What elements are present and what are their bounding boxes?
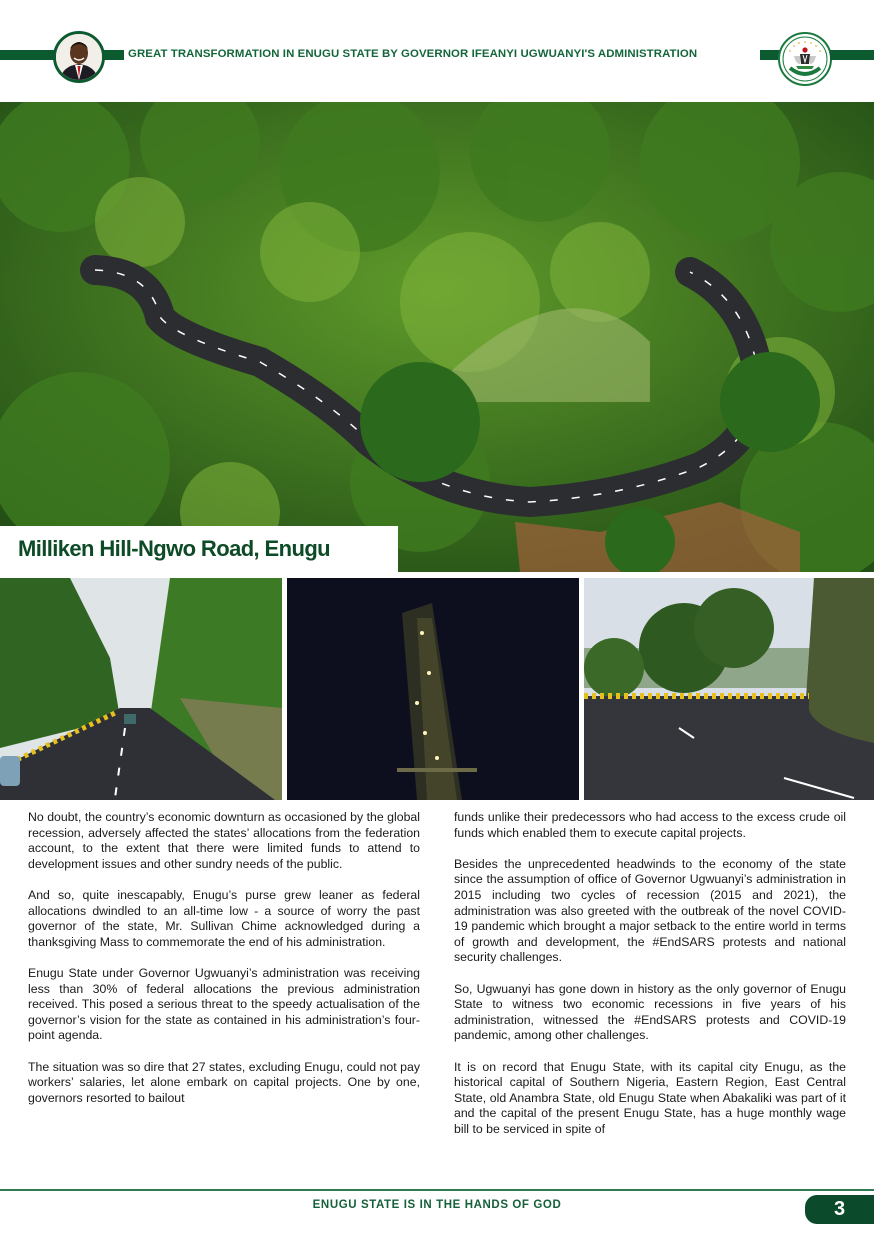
hero-image	[0, 102, 874, 572]
header-rule-right	[760, 50, 780, 60]
article-paragraph: Enugu State under Governor Ugwuanyi’s administration was receiving less than 30% of federal allocations the previous administration received. This posed a serious threat to the speedy actualisation of the governor’s vision for the state as contained in his administration’s four-point agenda.	[28, 965, 420, 1043]
article-paragraph: And so, quite inescapably, Enugu’s purse grew leaner as federal allocations dwindled to an all-time low - a source of worry the past governor of the state, Mr. Sullivan Chime acknowledged during a thanksgiving Mass to commemorate the end of his administration.	[28, 887, 420, 949]
photo-road-day	[0, 578, 282, 800]
article-right-column	[454, 810, 846, 1153]
header-rule-far-right	[830, 50, 874, 60]
footer-rule	[0, 1189, 874, 1191]
page-number: 3	[805, 1195, 874, 1224]
article-paragraph: funds unlike their predecessors who had access to the excess crude oil funds which enabled them to execute capital projects.	[454, 810, 846, 840]
article-paragraph: The situation was so dire that 27 states, excluding Enugu, could not pay workers’ salaries, let alone embark on capital projects. One by one, governors resorted to bailout	[28, 1059, 420, 1105]
article-left-column	[28, 810, 420, 1122]
article-paragraph: No doubt, the country’s economic downturn as occasioned by the global recession, adversely affected the states’ allocations from the federation account, to the extent that there were limited funds to attend to development issues and other sundry needs of the public.	[28, 810, 420, 871]
governor-portrait-icon	[53, 31, 105, 83]
header-rule-left	[0, 50, 60, 60]
footer-slogan: ENUGU STATE IS IN THE HANDS OF GOD	[312, 1199, 562, 1211]
photo-road-curve	[584, 578, 874, 800]
government-seal-icon	[778, 32, 832, 86]
article-paragraph: It is on record that Enugu State, with its capital city Enugu, as the historical capital of Southern Nigeria, Eastern Region, East Central State, old Anambra State, old Enugu State when Abakaliki was part of it and the capital of the present Enugu State, has a huge monthly wage bill to be serviced in spite of	[454, 1059, 846, 1136]
photo-road-night	[287, 578, 579, 800]
article-paragraph: So, Ugwuanyi has gone down in history as the only governor of Enugu State to witness two economic recessions in five years of his administration, witnessed the #EndSARS protests and COVID-19 pandemic, among other challenges.	[454, 981, 846, 1043]
header-title: GREAT TRANSFORMATION IN ENUGU STATE BY GOVERNOR IFEANYI UGWUANYI'S ADMINISTRATION	[128, 48, 698, 60]
hero-caption: Milliken Hill-Ngwo Road, Enugu	[18, 536, 330, 561]
article-paragraph: Besides the unprecedented headwinds to the economy of the state since the assumption of office of Governor Ugwuanyi’s administration in 2015 including two cycles of recession (2015 and 2021), the administration was also greeted with the outbreak of the novel COVID-19 pandemic which brought a major setback to the entire world in terms of growth and development, the #EndSARS protests and national security challenges.	[454, 856, 846, 965]
